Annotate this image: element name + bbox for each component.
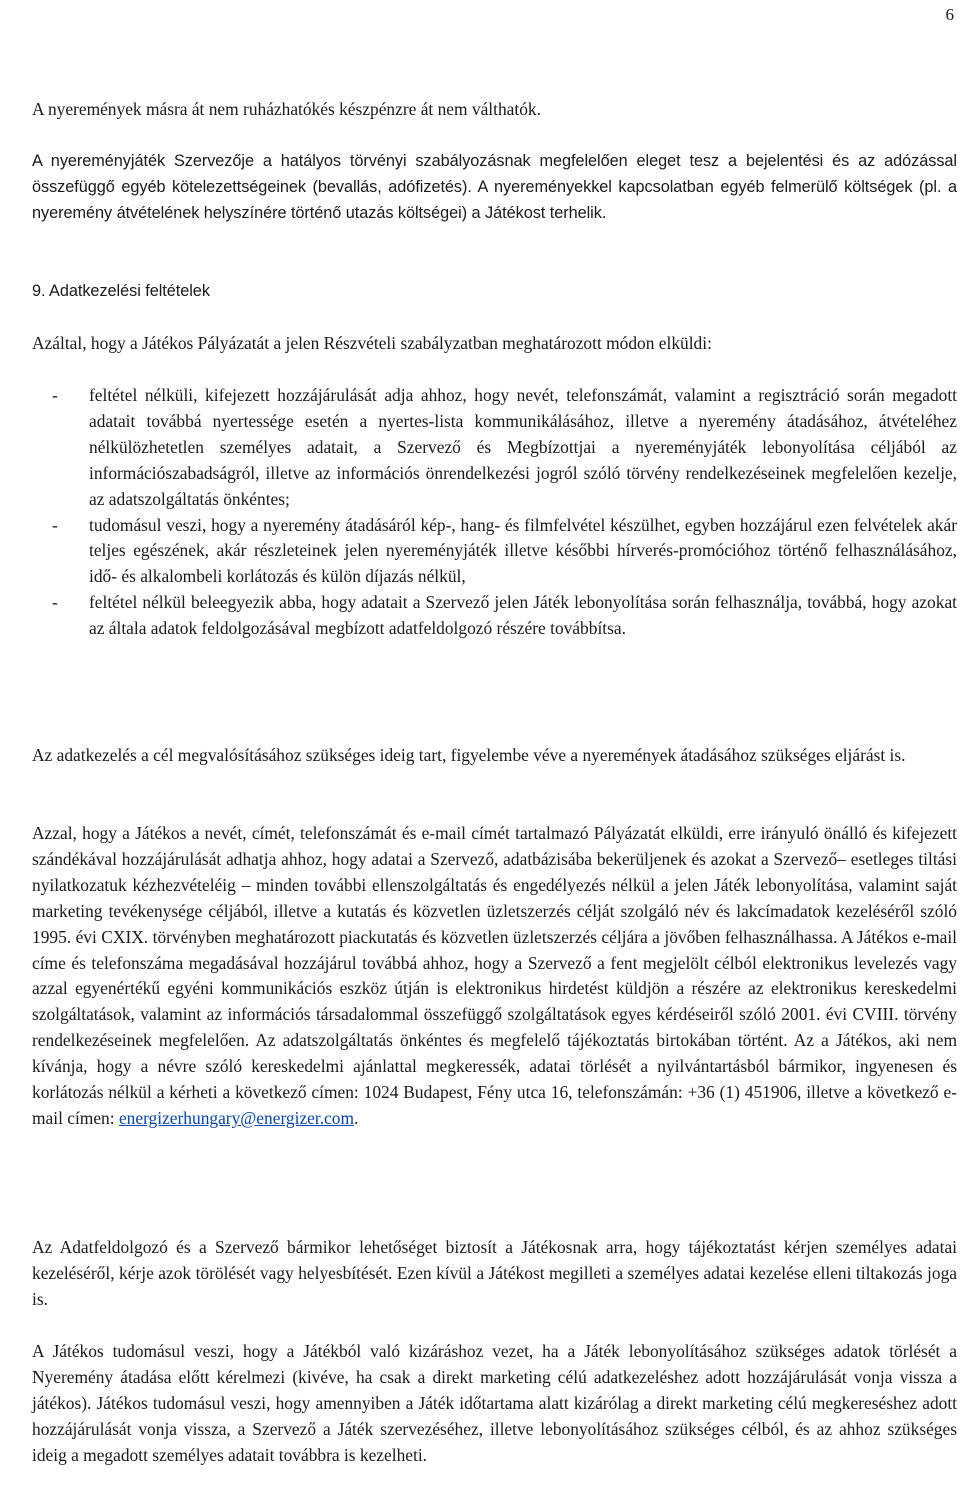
list-dash: -: [52, 385, 58, 405]
exclusion-paragraph: A Játékos tudomásul veszi, hogy a Játékból való kizáráshoz vezet, ha a Játék lebonyolításához szükséges adatok törlését a Nyeremény átadása előtt kérelmezi (kivéve, ha csak a direkt marketing célú adatkezeléshez adott hozzájárulását vonja vissza a játékos). Játékos tudomásul veszi, hogy amennyiben a Játék időtartama alatt kizárólag a direkt marketing célú megkereséshez adott hozzájárulását vonja vissza, a Szervező a Játék szervezéséhez, illetve lebonyolításához szükséges célból, és az ahhoz szükséges ideig a megadott személyes adatait továbbra is kezelheti.: [32, 1341, 957, 1465]
list-item: [32, 383, 957, 513]
consent-intro-paragraph: Azáltal, hogy a Játékos Pályázatát a jelen Részvételi szabályzatban meghatározott módon elküldi:: [32, 333, 712, 353]
marketing-consent-paragraph: [32, 821, 957, 1132]
prize-transfer-paragraph: A nyeremények másra át nem ruházhatókés készpénzre át nem válthatók.: [32, 99, 541, 119]
list-item-text: feltétel nélküli, kifejezett hozzájárulását adja ahhoz, hogy nevét, telefonszámát, valamint a regisztráció során megadott adatait továbbá nyertessége esetén a nyertes-lista kommunikálásához, illetve a nyeremény átadásához, átvételéhez nélkülözhetetlen személyes adatait, a Szervező és Megbízottjai a nyereményjáték lebonyolítása céljából az információszabadságról, illetve az információs önrendelkezési jogról szóló törvény rendelkezéseinek megfelelően kezelje, az adatszolgáltatás önkéntes;: [89, 385, 957, 509]
list-dash: -: [52, 514, 58, 535]
consent-list: [32, 383, 957, 642]
list-item-text: tudomásul veszi, hogy a nyeremény átadásáról kép-, hang- és filmfelvétel készülhet, egyben hozzájárul ezen felvételek akár teljes egészének, akár részleteinek jelen nyereményjáték illetve későbbi hírverés-promócióhoz történő felhasználásához, idő- és alkalombeli korlátozás és külön díjazás nélkül,: [89, 514, 957, 587]
list-item: [32, 590, 957, 642]
retention-paragraph: Az adatkezelés a cél megvalósításához szükséges ideig tart, figyelembe véve a nyeremények átadásához szükséges eljárást is.: [32, 745, 906, 765]
list-item-text: feltétel nélkül beleegyezik abba, hogy adatait a Szervező jelen Játék lebonyolítása során felhasználja, továbbá, hogy azokat az általa adatok feldolgozásával megbízott adatfeldolgozó részére továbbítsa.: [89, 592, 957, 639]
email-link[interactable]: energizerhungary@energizer.com: [118, 1107, 354, 1128]
list-dash: -: [52, 592, 58, 613]
email-suffix: .: [354, 1107, 359, 1128]
list-item: [32, 513, 957, 591]
data-rights-paragraph: Az Adatfeldolgozó és a Szervező bármikor lehetőséget biztosít a Játékosnak arra, hogy tájékoztatást kérjen személyes adatai kezeléséről, kérje azok törölését vagy helyesbítését. Ezen kívül a Játékost megilleti a személyes adatai kezelése elleni tiltakozás joga is.: [32, 1237, 957, 1309]
tax-obligations-paragraph: A nyereményjáték Szervezője a hatályos törvényi szabályozásnak megfelelően eleget tesz a bejelentési és az adózással összefüggő egyéb kötelezettségeinek (bevallás, adófizetés). A nyereményekkel kapcsolatban egyéb felmerülő költségek (pl. a nyeremény átvételének helyszínére történő utazás költségei) a Játékost terhelik.: [32, 152, 957, 222]
marketing-consent-text: Azzal, hogy a Játékos a nevét, címét, telefonszámát és e-mail címét tartalmazó Pályázatát elküldi, erre irányuló önálló és kifejezett szándékával hozzájárulását adhatja ahhoz, hogy adatai a Szervező, adatbázisába bekerüljenek és azokat a Szervező– esetleges tiltási nyilatkozatuk kézhezvételéig – minden további ellenszolgáltatás és engedélyezés nélkül a jelen Játék lebonyolítása, valamint saját marketing tevékenysége céljából, illetve a kutatás és közvetlen üzletszerzés célját szolgáló név és lakcímadatok kezeléséről szóló 1995. évi CXIX. törvényben meghatározott piackutatás és közvetlen üzletszerzés céljára a jövőben felhasználhassa. A Játékos e-mail címe és telefonszáma megadásával hozzájárul továbbá ahhoz, hogy a Szervező a fent megjelölt célból elektronikus levelezés vagy azzal egyenértékű egyéni kommunikációs eszköz útján is elektronikus hirdetést küldjön a részére az elektronikus kereskedelmi szolgáltatások, valamint az információs társadalommal összefüggő szolgáltatások egyes kérdéseiről szóló 2001. évi CVIII. törvény rendelkezéseinek megfelelően. Az adatszolgáltatás önkéntes és megfelelő tájékoztatás birtokában történt. Az a Játékos, aki nem kívánja, hogy a névre szóló kereskedelmi ajánlattal megkeressék, adatai törlését a nyilvántartásból bármikor, ingyenesen és korlátozás nélkül a kérheti a következő címen: 1024 Budapest, Fény utca 16, telefonszámán: +36 (1) 451906, illetve a következő e-mail címen:: [32, 823, 957, 1128]
page-number: 6: [945, 5, 954, 24]
section-heading: 9. Adatkezelési feltételek: [32, 282, 210, 300]
